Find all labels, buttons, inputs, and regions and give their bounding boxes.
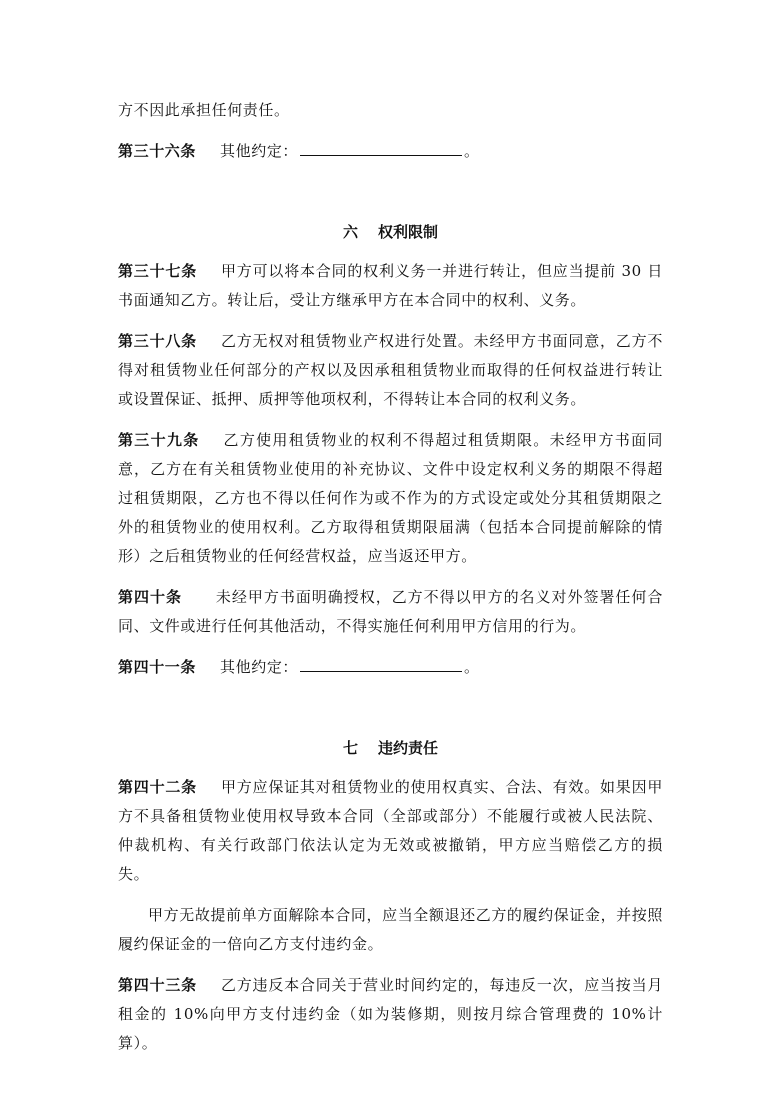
article-36-text: 其他约定： bbox=[220, 142, 299, 160]
article-41-end: 。 bbox=[464, 658, 480, 676]
article-37-label: 第三十七条 bbox=[118, 262, 197, 280]
article-40-label: 第四十条 bbox=[118, 588, 182, 606]
fill-in-blank[interactable] bbox=[300, 139, 462, 156]
article-36-label: 第三十六条 bbox=[118, 142, 197, 160]
article-37-text: 甲方可以将本合同的权利义务一并进行转让，但应当提前 30 日书面通知乙方。转让后，受让方继承甲方在本合同中的权利、义务。 bbox=[118, 262, 663, 309]
article-39-label: 第三十九条 bbox=[118, 431, 200, 449]
article-40 bbox=[118, 583, 663, 641]
section-7-number: 七 bbox=[342, 739, 358, 757]
article-42-label: 第四十二条 bbox=[118, 778, 197, 796]
article-36-end: 。 bbox=[464, 142, 480, 160]
article-43 bbox=[118, 971, 663, 1058]
section-heading-6 bbox=[118, 218, 663, 247]
section-6-number: 六 bbox=[342, 223, 358, 241]
continuation-text: 方不因此承担任何责任。 bbox=[118, 101, 290, 119]
article-39-text: 乙方使用租赁物业的权利不得超过租赁期限。未经甲方书面同意，乙方在有关租赁物业使用的补充协议、文件中设定权利义务的期限不得超过租赁期限，乙方也不得以任何作为或不作为的方式设定或处分其租赁期限之外的租赁物业的使用权利。乙方取得租赁期限届满（包括本合同提前解除的情形）之后租赁物业的任何经营权益，应当返还甲方。 bbox=[118, 431, 663, 565]
article-38 bbox=[118, 327, 663, 414]
section-6-title: 权利限制 bbox=[378, 223, 439, 241]
section-7-title: 违约责任 bbox=[378, 739, 439, 757]
section-heading-7 bbox=[118, 734, 663, 763]
article-38-label: 第三十八条 bbox=[118, 332, 197, 350]
article-39 bbox=[118, 426, 663, 571]
article-42 bbox=[118, 773, 663, 889]
document-page bbox=[118, 96, 663, 1070]
article-43-text: 乙方违反本合同关于营业时间约定的，每违反一次，应当按当月租金的 10%向甲方支付违约金（如为装修期，则按月综合管理费的 10%计算）。 bbox=[118, 976, 663, 1052]
article-38-text: 乙方无权对租赁物业产权进行处置。未经甲方书面同意，乙方不得对租赁物业任何部分的产权以及因承租租赁物业而取得的任何权益进行转让或设置保证、抵押、质押等他项权利，不得转让本合同的权利义务。 bbox=[118, 332, 663, 408]
fill-in-blank[interactable] bbox=[300, 655, 462, 672]
article-41-text: 其他约定： bbox=[220, 658, 299, 676]
article-37 bbox=[118, 257, 663, 315]
article-42-text: 甲方应保证其对租赁物业的使用权真实、合法、有效。如果因甲方不具备租赁物业使用权导致本合同（全部或部分）不能履行或被人民法院、仲裁机构、有关行政部门依法认定为无效或被撤销，甲方应当赔偿乙方的损失。 bbox=[118, 778, 663, 883]
article-42-paragraph-2: 甲方无故提前单方面解除本合同，应当全额退还乙方的履约保证金，并按照履约保证金的一倍向乙方支付违约金。 bbox=[118, 906, 663, 953]
article-36 bbox=[118, 137, 663, 166]
article-40-text: 未经甲方书面明确授权，乙方不得以甲方的名义对外签署任何合同、文件或进行任何其他活动，不得实施任何利用甲方信用的行为。 bbox=[118, 588, 663, 635]
article-43-label: 第四十三条 bbox=[118, 976, 197, 994]
article-41 bbox=[118, 653, 663, 682]
article-41-label: 第四十一条 bbox=[118, 658, 197, 676]
